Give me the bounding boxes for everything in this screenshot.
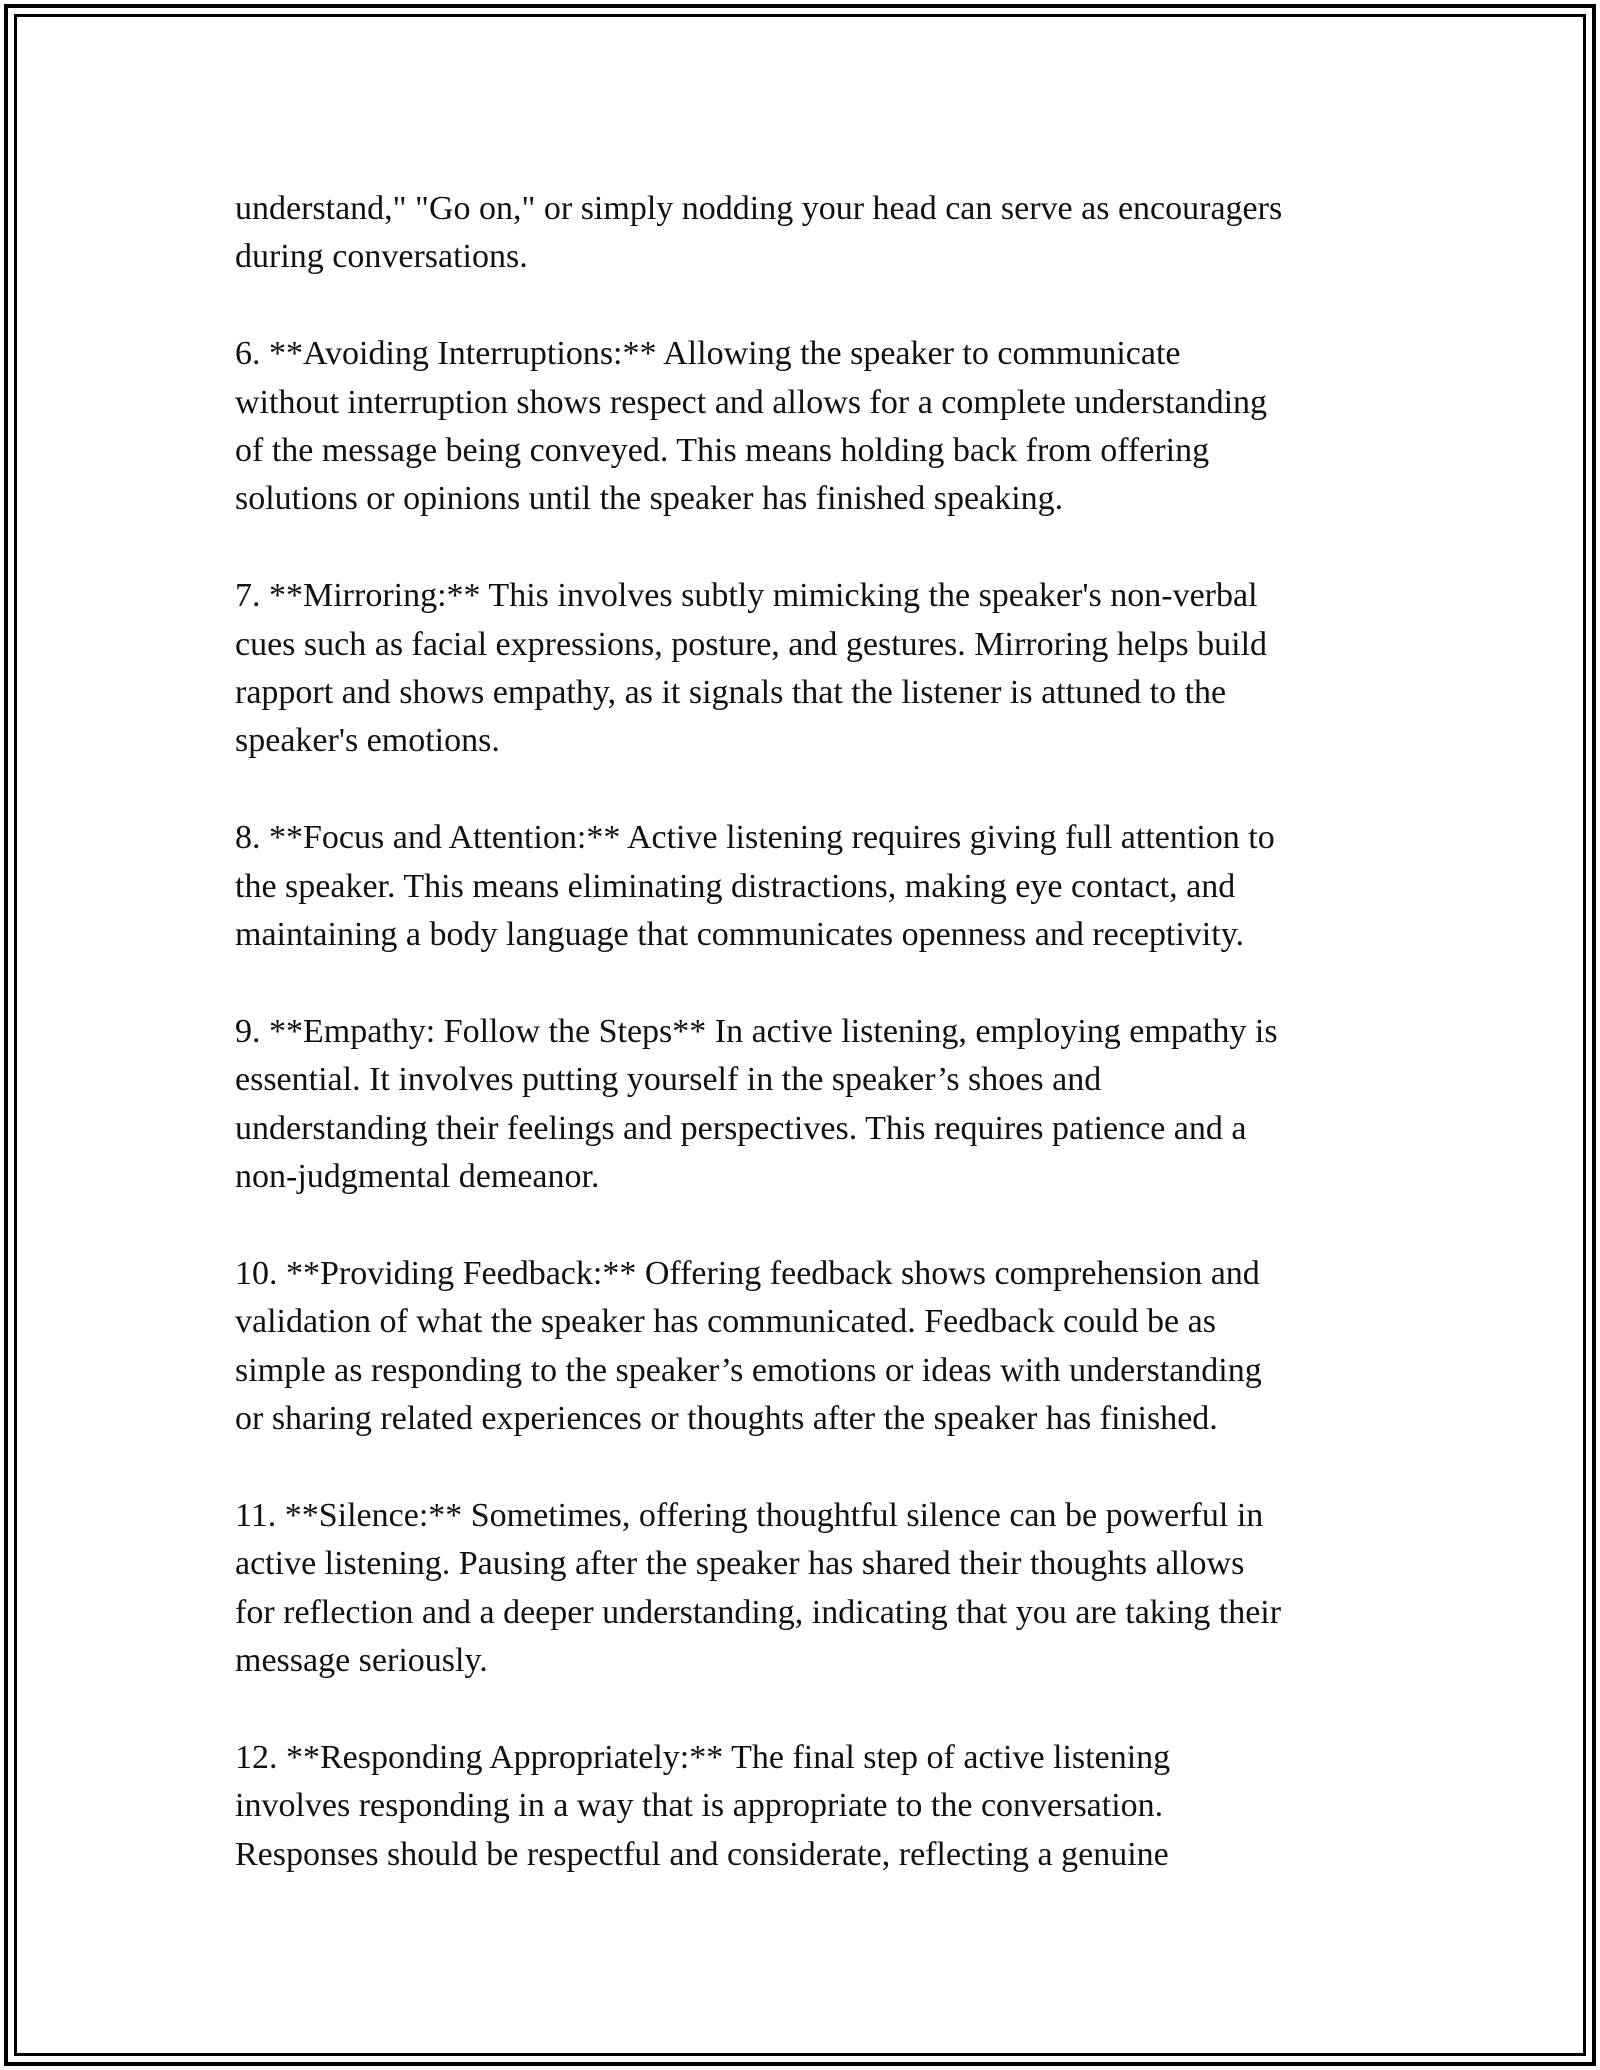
paragraph-item-6: 6. **Avoiding Interruptions:** Allowing the speaker to communicate without interruption shows respect and allows for a complete understanding of the message being conveyed. This means holding back from offering solutions or opinions until the speaker has finished speaking. [235, 335, 1268, 518]
paragraph-item-11: 11. **Silence:** Sometimes, offering thoughtful silence can be powerful in active listening. Pausing after the speaker has shared their thoughts allows for reflection and a deeper understanding, indicating that you are taking their message seriously. [235, 1496, 1282, 1680]
paragraph-item-12: 12. **Responding Appropriately:** The final step of active listening involves responding in a way that is appropriate to the conversation. Responses should be respectful and considerate, reflecting a genuine [235, 1738, 1171, 1873]
paragraph-item-9: 9. **Empathy: Follow the Steps** In active listening, employing empathy is essential. It involves putting yourself in the speaker’s shoes and understanding their feelings and perspectives. This requires patience and a non-judgmental demeanor. [235, 1012, 1278, 1196]
paragraph-item-10: 10. **Providing Feedback:** Offering feedback shows comprehension and validation of what the speaker has communicated. Feedback could be as simple as responding to the speaker’s emotions or ideas with understanding or sharing related experiences or thoughts after the speaker has finished. [235, 1254, 1262, 1438]
document-body [235, 185, 1385, 1879]
paragraph-item-7: 7. **Mirroring:** This involves subtly mimicking the speaker's non-verbal cues such as facial expressions, posture, and gestures. Mirroring helps build rapport and shows empathy, as it signals that the listener is attuned to the speaker's emotions. [235, 577, 1268, 760]
paragraph-continuation: understand," "Go on," or simply nodding your head can serve as encouragers during conversations. [235, 190, 1283, 276]
paragraph-item-8: 8. **Focus and Attention:** Active listening requires giving full attention to the speaker. This means eliminating distractions, making eye contact, and maintaining a body language that communicates openness and receptivity. [235, 819, 1275, 954]
